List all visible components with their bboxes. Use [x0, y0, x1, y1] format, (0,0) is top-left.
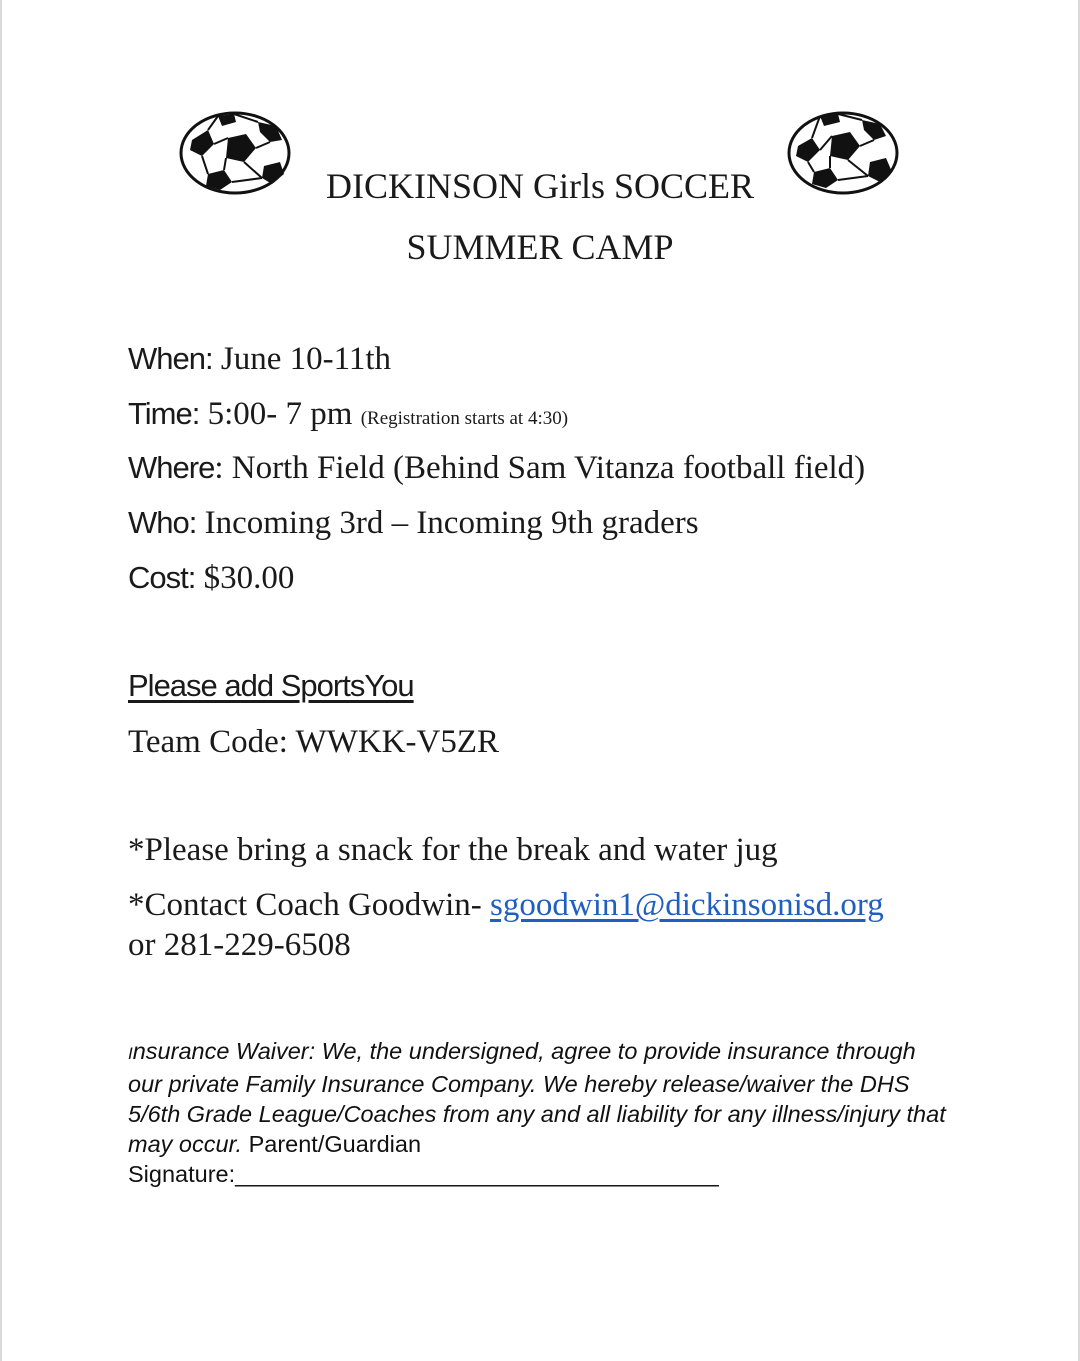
when-value: June 10-11th — [212, 341, 392, 377]
detail-where — [128, 449, 865, 487]
contact-note — [128, 886, 884, 924]
detail-who — [128, 504, 699, 542]
insurance-waiver — [128, 1036, 948, 1189]
email-link[interactable]: sgoodwin1@dickinsonisd.org — [490, 887, 884, 923]
when-label: When: — [128, 341, 213, 376]
cost-value: $30.00 — [195, 560, 295, 596]
page-subtitle: SUMMER CAMP — [406, 227, 674, 267]
time-label: Time: — [128, 396, 200, 431]
page-title: DICKINSON Girls SOCCER — [325, 166, 755, 206]
team-code: Team Code: WWKK-V5ZR — [128, 724, 499, 760]
sportsyou-heading: Please add SportsYou — [128, 668, 414, 703]
detail-cost — [128, 559, 294, 597]
who-value: Incoming 3rd – Incoming 9th graders — [196, 505, 699, 541]
contact-prefix: *Contact Coach Goodwin- — [128, 887, 491, 923]
time-note: (Registration starts at 4:30) — [360, 408, 569, 429]
who-label: Who: — [128, 505, 197, 540]
cost-label: Cost: — [128, 560, 196, 595]
detail-when — [128, 340, 391, 378]
waiver-italic-text: nsurance Waiver: We, the undersigned, agree to provide insurance through our private Family Insurance Company. We hereby release/waiver the DHS 5/6th Grade League/Coaches from any and all liability for any illness/injury that may occur. — [128, 1038, 946, 1157]
snack-note: *Please bring a snack for the break and water jug — [128, 832, 778, 868]
time-value: 5:00- 7 pm — [199, 396, 361, 432]
waiver-signature-line: Parent/Guardian Signature:_____________________________________ — [128, 1131, 719, 1187]
detail-time — [128, 395, 568, 438]
where-value: : North Field (Behind Sam Vitanza football field) — [214, 450, 866, 486]
waiver-first-letter: I — [128, 1044, 133, 1063]
where-label: Where — [128, 450, 215, 485]
phone-note: or 281-229-6508 — [128, 927, 351, 963]
